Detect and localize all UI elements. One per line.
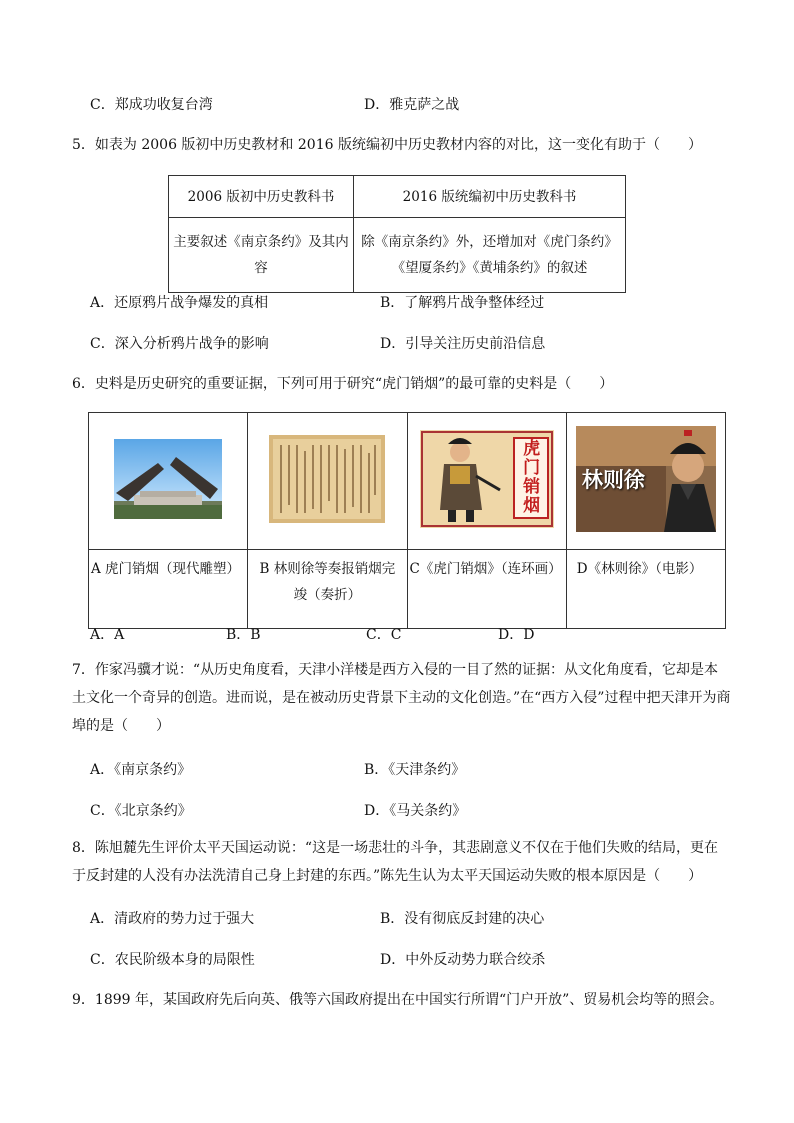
q8-option-d: D．中外反动势力联合绞杀 [380, 952, 546, 968]
q5-header-2006: 2006 版初中历史教科书 [169, 176, 354, 218]
q7-option-b: B．《天津条约》 [364, 762, 466, 778]
q5-option-c: C．深入分析鸦片战争的影响 [90, 336, 269, 352]
q5-stem: 5．如表为 2006 版初中历史教材和 2016 版统编初中历史教材内容的对比，这一变化有助于（ ） [72, 137, 702, 153]
q5-cell-2016: 除《南京条约》外，还增加对《虎门条约》《望厦条约》《黄埔条约》的叙述 [354, 218, 626, 293]
q6-caption-a: A 虎门销烟（现代雕塑） [89, 550, 248, 629]
q5-option-d: D．引导关注历史前沿信息 [380, 336, 546, 352]
q6-option-b: B．B [226, 627, 261, 643]
q6-caption-b: B 林则徐等奏报销烟完竣（奏折） [248, 550, 407, 629]
q6-option-d: D．D [498, 627, 535, 643]
film-title-text: 林则徐 [581, 468, 645, 492]
q5-comparison-table [168, 175, 626, 293]
q6-sources-table [88, 412, 726, 629]
q8-options-row2 [90, 949, 710, 971]
q7-options-row1 [90, 759, 710, 781]
sculpture-photo [114, 439, 222, 519]
q5-options-row2 [90, 333, 710, 355]
q5-cell-2006: 主要叙述《南京条约》及其内容 [169, 218, 354, 293]
q7-stem: 7．作家冯骥才说：“从历史角度看，天津小洋楼是西方入侵的一目了然的证据：从文化角度看，它却是本土文化一个奇异的创造。进而说，是在被动历史背景下主动的文化创造。”在“西方入侵”过程中把天津开为商埠的是（ ） [72, 662, 731, 734]
comic-title-text: 虎门销烟 [523, 439, 541, 516]
memorial-scroll [269, 435, 385, 523]
q6-caption-c: C《虎门销烟》（连环画） [407, 550, 566, 629]
q6-stem: 6．史料是历史研究的重要证据，下列可用于研究“虎门销烟”的最可靠的史料是（ ） [72, 376, 614, 392]
q7-option-c: C．《北京条约》 [90, 803, 192, 819]
q6-caption-d: D《林则徐》（电影） [566, 550, 725, 629]
comic-illustration [420, 430, 554, 528]
q5-option-a: A．还原鸦片战争爆发的真相 [90, 295, 269, 311]
q8-option-b: B．没有彻底反封建的决心 [380, 911, 545, 927]
q6-option-a: A．A [90, 627, 125, 643]
q7-option-a: A．《南京条约》 [90, 762, 192, 778]
q8-option-a: A．清政府的势力过于强大 [90, 911, 255, 927]
q5-options-row1 [90, 292, 710, 314]
q6-cell-a-image [89, 413, 248, 550]
q7-options-row2 [90, 800, 710, 822]
q6-cell-d-image [566, 413, 725, 550]
q7-option-d: D．《马关条约》 [364, 803, 467, 819]
q4-option-d: D．雅克萨之战 [364, 97, 460, 113]
q5-option-b: B．了解鸦片战争整体经过 [380, 295, 545, 311]
q6-cell-b-image [248, 413, 407, 550]
q6-answer-options [90, 624, 650, 646]
q8-option-c: C．农民阶级本身的局限性 [90, 952, 255, 968]
q4-options [90, 94, 710, 116]
q6-cell-c-image [407, 413, 566, 550]
q8-stem: 8．陈旭麓先生评价太平天国运动说：“这是一场悲壮的斗争，其悲剧意义不仅在于他们失败的结局，更在于反封建的人没有办法洗清自己身上封建的东西。”陈先生认为太平天国运动失败的根本原因是（ ） [72, 840, 719, 884]
q6-option-c: C．C [366, 627, 402, 643]
q5-header-2016: 2016 版统编初中历史教科书 [354, 176, 626, 218]
q4-option-c: C．郑成功收复台湾 [90, 97, 213, 113]
film-still [576, 426, 716, 532]
q9-stem: 9．1899 年，某国政府先后向英、俄等六国政府提出在中国实行所谓“门户开放”、贸易机会均等的照会。 [72, 992, 724, 1008]
q8-options-row1 [90, 908, 710, 930]
